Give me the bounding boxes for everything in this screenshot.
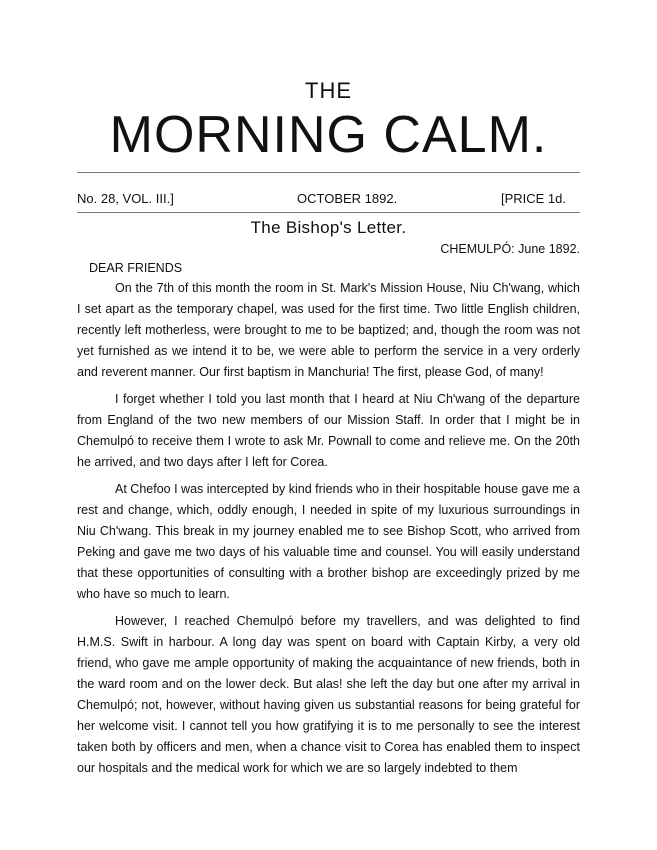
article-dateline: CHEMULPÓ: June 1892. (440, 242, 580, 256)
article-paragraph: At Chefoo I was intercepted by kind friends who in their hospitable house gave me a rest and change, which, oddly enough, I needed in spite of my luxurious surroundings in Niu Ch'wang. This break in my journey enabled me to see Bishop Scott, who arrived from Peking and gave me two days of his valuable time and counsel. You will easily understand that these opportunities of consulting with a brother bishop are exceedingly prized by me who have so much to learn. (77, 482, 580, 601)
issue-date: OCTOBER 1892. (297, 191, 398, 206)
article-paragraph: On the 7th of this month the room in St. Mark's Mission House, Niu Ch'wang, which I set apart as the temporary chapel, was used for the first time. Two little English children, recently left motherless, were brought to me to be baptized; and, though the room was not yet furnished as we intend it to be, we were able to perform the service in a very orderly and reverent manner. Our first baptism in Manchuria! The first, please God, of many! (77, 281, 580, 379)
article-paragraph: I forget whether I told you last month that I heard at Niu Ch'wang of the departure from England of the two new members of our Mission Staff. In order that I might be in Chemulpó to receive them I wrote to ask Mr. Pownall to come and relieve me. On the 20th he arrived, and two days after I left for Corea. (77, 392, 580, 469)
issue-info-line (77, 191, 580, 207)
masthead-divider (77, 172, 580, 173)
article-salutation: DEAR FRIENDS (89, 261, 183, 275)
article-paragraph: However, I reached Chemulpó before my travellers, and was delighted to find H.M.S. Swift in harbour. A long day was spent on board with Captain Kirby, a very old friend, who gave me ample opportunity of making the acquaintance of new friends, both in the ward room and on the lower deck. But alas! she left the day but one after my arrival in Chemulpó; not, however, without having given us substantial reasons for being grateful for her welcome visit. I cannot tell you how gratifying it is to me personally to see the interest taken both by officers and men, when a chance visit to Corea has enabled them to inspect our hospitals and the medical work for which we are so largely indebted to them (77, 614, 580, 775)
issue-number: No. 28, VOL. III.] (77, 191, 174, 206)
masthead-kicker: THE (305, 78, 352, 103)
article-body (77, 278, 580, 785)
issue-price: [PRICE 1d. (500, 191, 566, 206)
masthead-title: MORNING CALM. (109, 106, 548, 164)
issue-divider (77, 212, 580, 213)
article-title: The Bishop's Letter. (250, 218, 407, 237)
